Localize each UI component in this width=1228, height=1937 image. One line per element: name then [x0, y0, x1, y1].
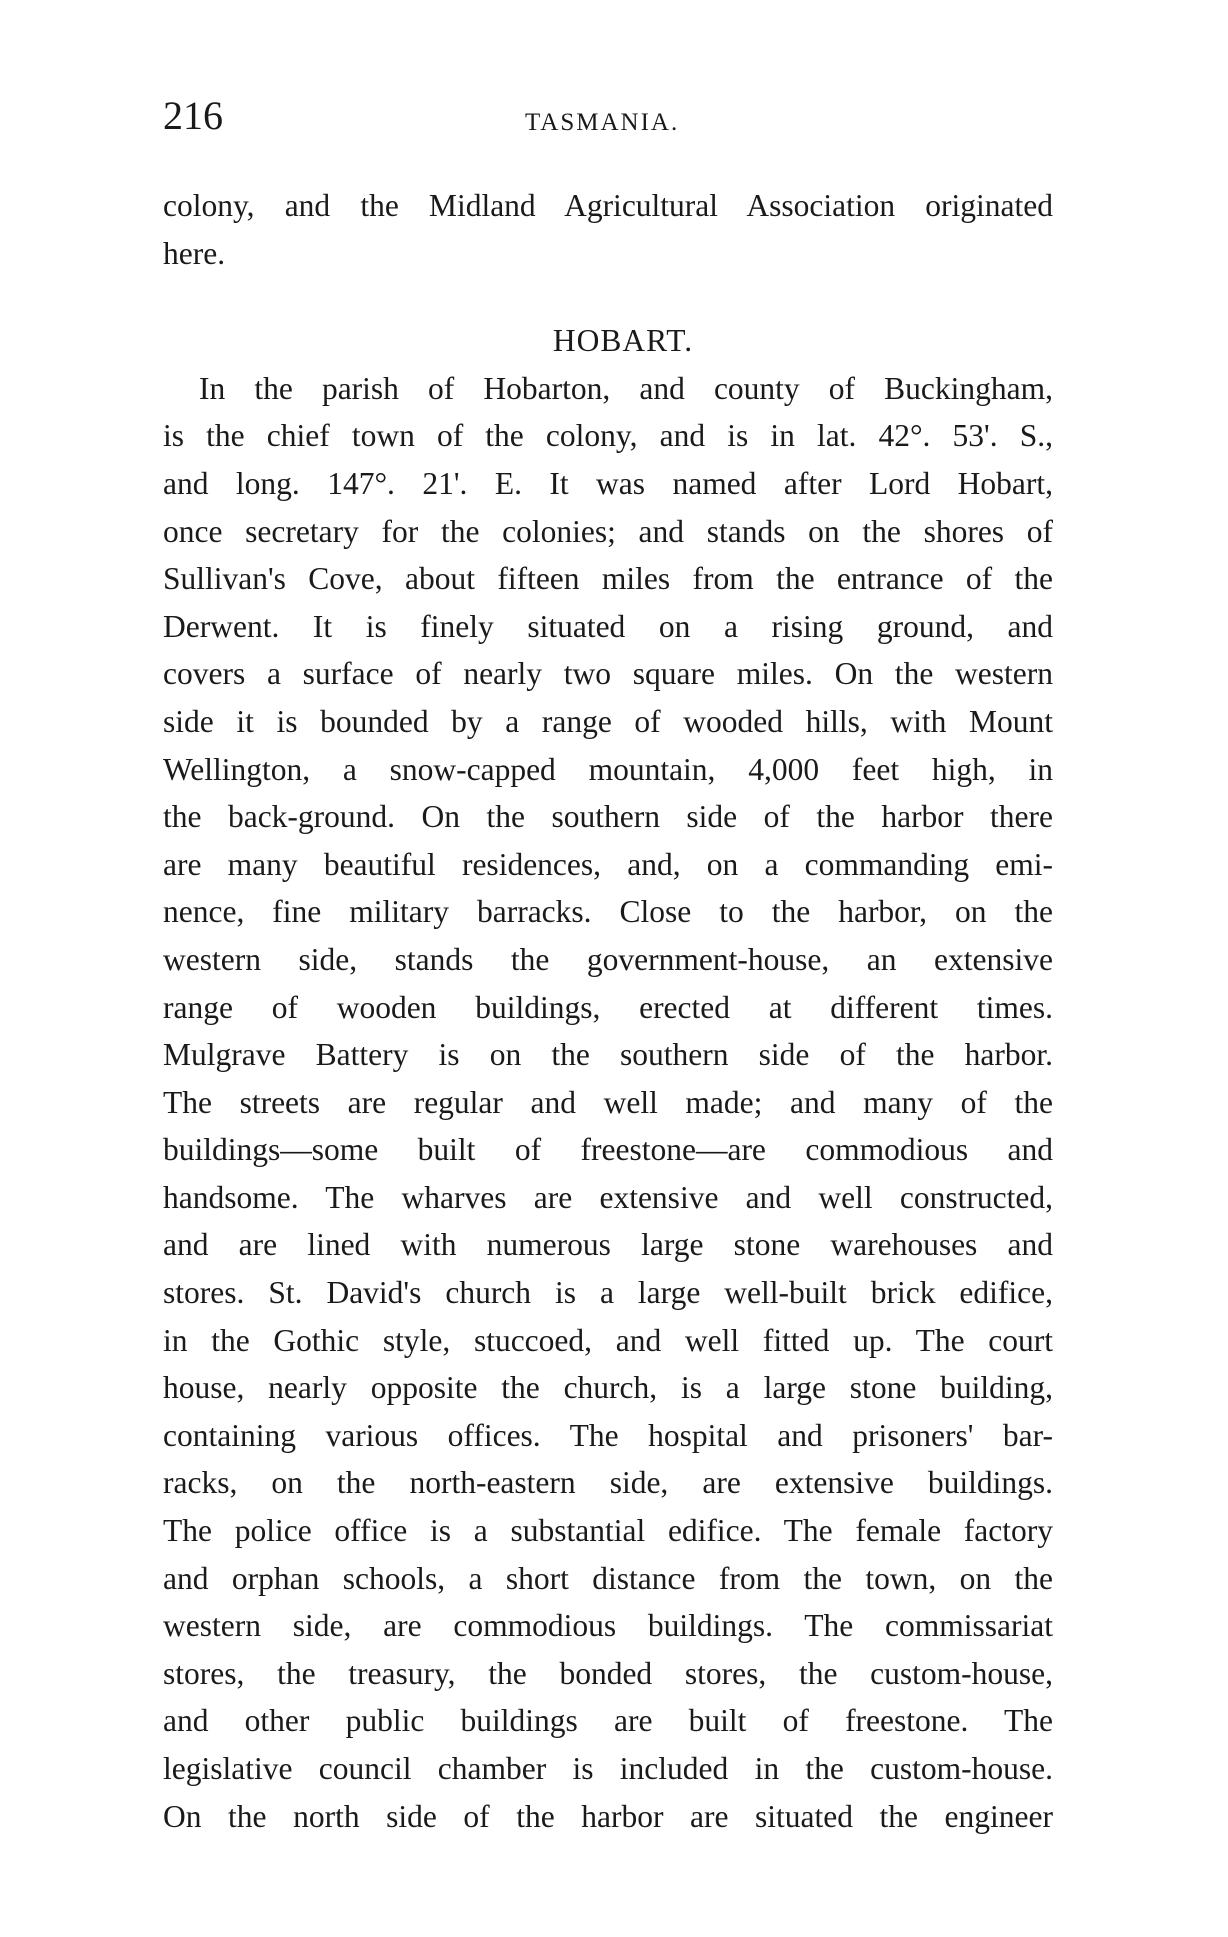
text-line: western side, are commodious buildings. The commissariat	[163, 1608, 1053, 1644]
text-line: racks, on the north-eastern side, are extensive buildings.	[163, 1465, 1053, 1501]
text-line: In the parish of Hobarton, and county of Buckingham,	[199, 370, 1053, 406]
text-line: here.	[163, 235, 226, 271]
page-number: 216	[163, 93, 223, 138]
text-line: stores, the treasury, the bonded stores, the custom-house,	[163, 1655, 1053, 1691]
paragraph-hobart	[163, 365, 1053, 1840]
text-line: Sullivan's Cove, about fifteen miles from the entrance of the	[163, 561, 1053, 597]
text-line: legislative council chamber is included in the custom-house.	[163, 1751, 1053, 1786]
text-line: western side, stands the government-house, an extensive	[163, 941, 1053, 977]
text-line: Mulgrave Battery is on the southern side of the harbor.	[163, 1037, 1053, 1073]
text-line: stores. St. David's church is a large well-built brick edifice,	[163, 1275, 1053, 1311]
text-line: containing various offices. The hospital and prisoners' bar-	[163, 1417, 1053, 1453]
running-title: TASMANIA.	[525, 109, 680, 136]
text-line: and are lined with numerous large stone warehouses and	[163, 1227, 1053, 1263]
section-heading: HOBART.	[552, 323, 694, 359]
text-line: are many beautiful residences, and, on a commanding emi-	[163, 846, 1053, 882]
text-line: the back-ground. On the southern side of the harbor there	[163, 799, 1053, 835]
text-line: colony, and the Midland Agricultural Association originated	[163, 188, 1053, 223]
text-line: house, nearly opposite the church, is a large stone building,	[163, 1370, 1053, 1406]
text-line: Wellington, a snow-capped mountain, 4,000 feet high, in	[163, 751, 1053, 787]
text-line: Derwent. It is finely situated on a rising ground, and	[163, 608, 1053, 644]
text-line: side it is bounded by a range of wooded hills, with Mount	[163, 703, 1053, 739]
text-line: and long. 147°. 21'. E. It was named after Lord Hobart,	[163, 465, 1053, 501]
text-line: covers a surface of nearly two square miles. On the western	[163, 656, 1053, 692]
text-line: once secretary for the colonies; and stands on the shores of	[163, 513, 1053, 549]
text-line: is the chief town of the colony, and is in lat. 42°. 53'. S.,	[163, 418, 1053, 454]
text-line: nence, fine military barracks. Close to the harbor, on the	[163, 894, 1053, 930]
running-head	[163, 93, 1053, 156]
text-line: On the north side of the harbor are situated the engineer	[163, 1798, 1053, 1834]
text-line: range of wooden buildings, erected at different times.	[163, 989, 1053, 1025]
text-line: and orphan schools, a short distance from the town, on the	[163, 1560, 1053, 1596]
body-text	[163, 182, 1053, 1840]
text-line: The streets are regular and well made; and many of the	[163, 1084, 1053, 1120]
text-line: The police office is a substantial edifice. The female factory	[163, 1513, 1053, 1549]
text-line: buildings—some built of freestone—are commodious and	[163, 1132, 1053, 1168]
text-line: and other public buildings are built of freestone. The	[163, 1703, 1053, 1739]
text-line: handsome. The wharves are extensive and well constructed,	[163, 1179, 1053, 1215]
paragraph-intro	[163, 182, 1053, 277]
text-line: in the Gothic style, stuccoed, and well fitted up. The court	[163, 1322, 1053, 1358]
